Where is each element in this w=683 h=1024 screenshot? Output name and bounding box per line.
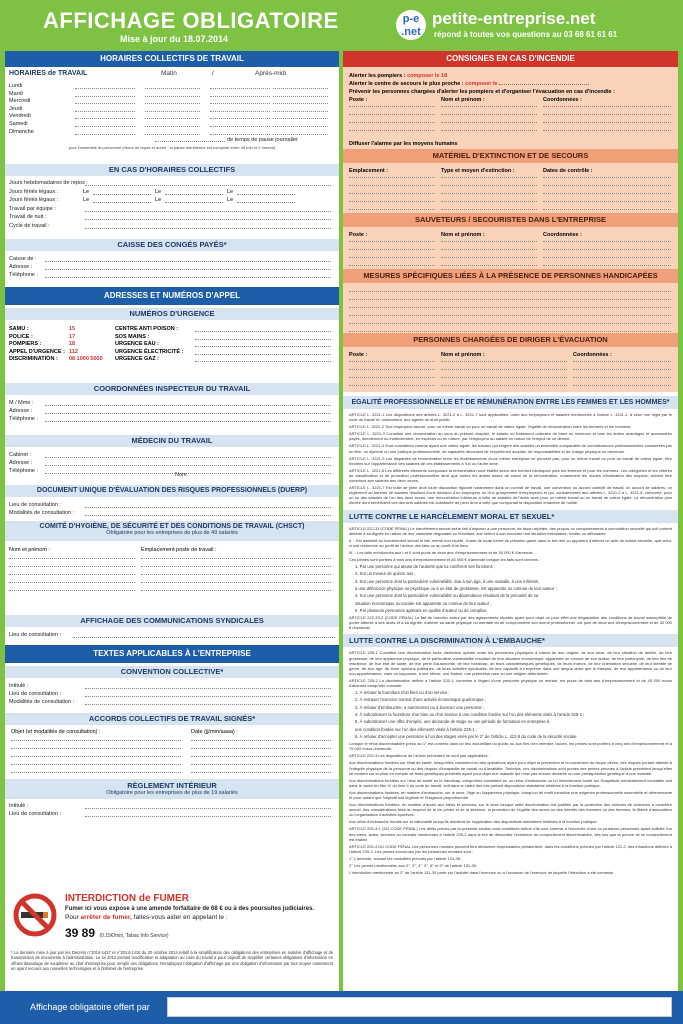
article-paragraph: ARTICLE L. 3221-7 Est nulle de plein droit toute disposition figurant notamment dans un contrat de travail, une convention ou accord collectif de travail, un accord de salaires, un règlement ou barème de salaires résultant d'une décision d'un employeur ou d'un groupement d'employeurs et qui, contrairement aux articles L. 3221-2 à L. 3221-6, comporte, pour un ou des salariés de l'un des deux sexes, une rémunération inférieure à celle de salariés de l'autre sexe pour un même travail ou un travail de valeur égale. La rémunération plus élevée dont bénéficient ces derniers salariés est substituée de plein droit à celle que comportait la disposition entachée de nullité. — [349, 485, 672, 506]
urgence-label: SAMU : — [9, 326, 29, 332]
incendie-box — [343, 67, 678, 149]
article-item: 5. À subordonner une offre d'emploi, une demande de stage ou une période de formation en entreprise à — [355, 719, 550, 725]
sauveteurs-coord: Coordonnées : — [543, 232, 582, 238]
le-label: Le — [83, 188, 90, 195]
accords-col1: Objet (et modalités de consultation) : — [11, 729, 101, 735]
day-label: Vendredi — [9, 113, 31, 120]
handicapees-title: MESURES SPÉCIFIQUES LIÉES À LA PRÉSENCE DE PERSONNES HANDICAPÉES — [343, 269, 678, 283]
urgence-number: 08 1000 5000 — [69, 356, 103, 363]
no-smoking-icon — [13, 893, 57, 937]
chsct-section — [5, 521, 339, 593]
cas-row — [5, 197, 339, 206]
urgence-label: POMPIERS : — [9, 341, 42, 348]
sauveteurs-title: SAUVETEURS / SECOURISTES DANS L'ENTREPRISE — [343, 213, 678, 227]
field-label: Lieu de consultation : — [9, 811, 61, 817]
day-label: Lundi — [9, 83, 23, 89]
cas-label: Cycle de travail : — [9, 222, 50, 229]
cas-row — [5, 180, 339, 189]
cas-label: Jours fériés légaux : — [9, 197, 59, 203]
discrimination-title: LUTTE CONTRE LA DISCRIMINATION À L'EMBAUCHE* — [343, 634, 678, 647]
article-paragraph: ARTICLE L. 3221-1 Les dispositions des articles L. 3221-2 à L. 3221-7 sont applicables, outre aux employeurs et salariés mentionnés à l'article L. 3211-1, à ceux non régis par le code du travail et, notamment, aux agents de droit public. — [349, 412, 672, 423]
article-item: 6. À refuser d'accepter une personne à l'un des stages visés par le 2° de l'article L. 412-8 du code de la sécurité sociale. — [355, 733, 578, 739]
article-item: à une déficience physique ou psychique ou à un état de grossesse, est apparente ou connue de leur auteur ; — [355, 585, 557, 591]
materiel-c1: Emplacement : — [349, 168, 389, 174]
pause-label: de temps de pause journalier — [227, 137, 298, 144]
article-paragraph: ARTICLE L. 3221-4 Sont considérés comme ayant une valeur égale, les travaux qui exigent des salariés un ensemble comparable de connaissances professionnelles consacrées par un titre, un diplôme ou une pratique professionnelle, de capacités découlant de l'expérience acquise, de responsabilités et de charge physique ou nerveuse. — [349, 443, 672, 454]
article-item: une condition fondée sur l'un des éléments visés à l'article 225-1 ; — [355, 726, 477, 732]
urgence-label: URGENCE ÉLECTRICITÉ : — [115, 348, 184, 355]
cas-row — [5, 206, 339, 215]
materiel-title: MATÉRIEL D'EXTINCTION ET DE SECOURS — [343, 149, 678, 163]
le-label: Le — [155, 197, 162, 203]
article-paragraph: Ces peines sont portées à trois ans d'emprisonnement et 45 000 € d'amende lorsque les faits sont commis : — [349, 556, 540, 562]
accords-col2: Date (jj/mm/aaaa) : — [191, 729, 238, 735]
field-row — [5, 691, 339, 699]
horaires-note: pour l'ensemble du personnel (heure de repas et durée : la pause méridienne est comprise entre 45 min et 2 heures) — [68, 145, 276, 151]
footer-label: Affichage obligatoire offert par — [30, 1002, 150, 1012]
field-label: Téléphone : — [9, 468, 39, 474]
fumer-line1: Fumer ici vous expose à une amende forfaitaire de 68 € ou à des poursuites judiciaires. — [65, 906, 315, 912]
le-label: Le — [227, 188, 234, 195]
egalite-title: EGALITÉ PROFESSIONNELLE ET DE RÉMUNÉRATION ENTRE LES FEMMES ET LES HOMMES* — [343, 396, 678, 409]
urgence-label: SOS MAINS : — [115, 333, 150, 340]
diffuser: Diffuser l'alarme par les moyens humains — [349, 141, 458, 147]
le-label: Le — [227, 197, 234, 203]
urgence-row — [115, 356, 335, 364]
field-row — [5, 460, 339, 468]
article-item: situation économique ou sociale est apparente ou connue de leur auteur ; — [355, 600, 492, 606]
urgence-label: APPEL D'URGENCE : — [9, 348, 65, 355]
article-paragraph: ARTICLE 225-3 Les dispositions de l'article précédent ne sont pas applicables : — [349, 753, 490, 759]
field-label: Intitulé : — [9, 683, 29, 689]
cas-label: Jours hebdomadaires de repos : — [9, 180, 88, 186]
medecin-nom-label: Nom : — [175, 472, 190, 478]
prevenir: Prévenir les personnes chargées d'alerter les pompiers et d'organiser l'évacuation en cas d'incendie : — [349, 89, 615, 95]
evacuation-poste: Poste : — [349, 352, 368, 358]
horaires-section — [5, 51, 339, 151]
horaires-title: HORAIRES COLLECTIFS DE TRAVAIL — [5, 51, 339, 67]
field-row — [5, 683, 339, 691]
cas-title: EN CAS D'HORAIRES COLLECTIFS — [5, 164, 339, 176]
article-item: 2. Sur un mineur de quinze ans ; — [355, 571, 416, 577]
evacuation-nom: Nom et prénom : — [441, 352, 485, 358]
day-row — [5, 83, 339, 91]
brand-logo-icon: p-e .net — [396, 10, 426, 40]
inspecteur-section — [5, 383, 339, 424]
field-label: Téléphone : — [9, 272, 39, 278]
sponsor-field[interactable] — [167, 997, 672, 1017]
cas-row — [5, 214, 339, 223]
urgence-label: URGENCE GAZ : — [115, 356, 159, 363]
article-paragraph: ARTICLE 222-33-2 (CODE PÉNAL) Le fait de harceler autrui par des agissements répétés ayant pour objet ou pour effet une dégradation des conditions de travail susceptible de porter atteinte à ses droits et à sa dignité, d'altérer sa santé physique ou mentale ou de compromettre son avenir professionnel, est puni de deux ans d'emprisonnement et de 30 000 € d'amende. — [349, 615, 672, 631]
article-paragraph: ARTICLE 225-4 DU CODE PÉNAL Les personnes morales peuvent être déclarées responsables pénalement, dans les conditions prévues par l'article 121-2, des infractions définies à l'article 225-2. Les peines encourues par les personnes morales sont : — [349, 843, 672, 854]
article-paragraph: ARTICLE 222-33 (CODE PÉNAL) Le harcèlement sexuel est le fait d'imposer à une personne, de façon répétée, des propos ou comportements à connotation sexuelle qui soit portent atteinte à sa dignité en raison de leur caractère dégradant ou humiliant, soit créent à son encontre une situation intimidante, hostile ou offensante. — [349, 525, 672, 536]
alerter-centre: Alerter le centre de secours le plus proche : — [349, 81, 464, 87]
day-label: Mardi — [9, 90, 23, 97]
urgence-label: POLICE : — [9, 333, 33, 340]
urgence-row — [115, 349, 335, 357]
article-item: 1. À refuser la fourniture d'un bien ou d'un service ; — [355, 690, 450, 696]
day-label: Jeudi — [9, 105, 23, 112]
urgence-label: CENTRE ANTI POISON : — [115, 326, 179, 332]
article-paragraph: Lorsque le refus discriminatoire prévu au 1° est commis dans un lieu accueillant du public ou aux fins d'en interdire l'accès, les peines sont portées à cinq ans d'emprisonnement et à 75 000 euros d'amende. — [349, 741, 672, 752]
evacuation-coord: Coordonnées : — [573, 352, 612, 358]
incendie-poste: Poste : — [349, 97, 368, 103]
urgence-number: 112 — [69, 348, 78, 355]
conges-title: CAISSE DES CONGÉS PAYÉS* — [5, 239, 339, 251]
urgence-label: URGENCE EAU : — [115, 341, 160, 348]
article-paragraph: 1° L'amende, suivant les modalités prévues par l'article 131-38 ; — [349, 855, 463, 861]
fumer-title: INTERDICTION de FUMER — [65, 893, 189, 904]
field-label: Modalités de consultation : — [9, 699, 75, 705]
le-label: Le — [83, 197, 90, 203]
chsct-title: COMITÉ D'HYGIÈNE, DE SÉCURITÉ ET DES CONDITIONS DE TRAVAIL (CHSCT) — [39, 523, 305, 530]
urgence-row — [9, 326, 117, 334]
cas-label: Travail par équipe : — [9, 205, 56, 212]
field-row — [5, 502, 339, 510]
article-paragraph: ARTICLE 225-3-1 (DU CODE PÉNAL) Les délits prévus par la présente section sont constitués même s'ils sont commis à l'encontre d'une ou plusieurs personnes ayant sollicité l'un des biens, actes, services ou contrats mentionnés à l'article 225-2 dans le but de démontrer l'existence du comportement discriminatoire, dès lors que la preuve de ce comportement est établie. — [349, 826, 672, 842]
composer-18: composer le 18 — [407, 73, 448, 79]
incendie-title: CONSIGNES EN CAS D'INCENDIE — [343, 51, 678, 67]
field-row — [5, 811, 339, 819]
urgence-number: 17 — [69, 333, 76, 340]
urgence-row — [9, 356, 117, 364]
article-item: 5. Par plusieurs personnes agissant en qualité d'auteur ou de complice. — [355, 607, 488, 613]
field-label: Adresse : — [9, 264, 33, 270]
day-row — [5, 98, 339, 106]
field-row — [5, 400, 339, 408]
poster-title: AFFICHAGE OBLIGATOIRE — [43, 8, 339, 33]
urgence-row — [9, 341, 117, 349]
convention-title: CONVENTION COLLECTIVE* — [5, 666, 339, 678]
materiel-c2: Type et moyen d'extinction : — [441, 168, 515, 174]
article-item: 1. Par une personne qui abuse de l'autorité que lui confèrent ses fonctions ; — [355, 564, 496, 570]
fumer-section — [5, 889, 339, 949]
day-label: Dimanche — [9, 128, 34, 135]
cas-row — [5, 223, 339, 232]
syndicales-row: Lieu de consultation : — [9, 632, 61, 638]
urgence-label: DISCRIMINATION : — [9, 356, 58, 363]
article-paragraph: Aux discriminations fondées, en matière d'accès aux biens et services, sur le sexe lorsque cette discrimination est justifiée par la protection des victimes de violences à caractère sexuel, des considérations liées au respect de la vie privée et de la décence, la promotion de l'égalité des sexes ou des intérêts des hommes ou des femmes, la liberté d'association ou l'organisation d'activités sportives. — [349, 802, 672, 818]
field-row — [5, 272, 339, 280]
adresses-section — [5, 287, 339, 370]
cas-label: Travail de nuit : — [9, 214, 47, 220]
field-row — [5, 264, 339, 272]
composer-le: composer le — [465, 81, 498, 87]
syndicales-title: AFFICHAGE DES COMMUNICATIONS SYNDICALES — [5, 615, 339, 627]
day-row — [5, 106, 339, 114]
field-label: Téléphone : — [9, 416, 39, 422]
syndicales-section — [5, 615, 339, 644]
field-label: M / Mme : — [9, 400, 34, 406]
article-paragraph: II. - Est assimilé au harcèlement sexuel le fait, même non répété, d'user de toute forme de pression grave dans le but réel ou apparent d'obtenir un acte de nature sexuelle, que celui-ci soit recherché au profit de l'auteur des faits ou au profit d'un tiers. — [349, 537, 672, 548]
field-row — [5, 803, 339, 811]
day-label: Samedi — [9, 120, 28, 127]
urgence-row — [9, 334, 117, 342]
urgence-number: 15 — [69, 326, 76, 332]
article-paragraph: III. - Les faits mentionnés aux I et II sont punis de deux ans d'emprisonnement et de 30 000 € d'amende. — [349, 549, 534, 555]
matin-label: Matin — [161, 70, 177, 77]
field-label: Caisse de : — [9, 256, 37, 262]
fumer-number-note: (0,15€/min, Tabac Info Service) — [99, 933, 169, 939]
field-row — [5, 510, 339, 518]
urgence-title: NUMÉROS D'URGENCE — [5, 308, 339, 320]
brand-tagline: répond à toutes vos questions au 03 68 61 61 61 — [434, 30, 618, 39]
field-label: Cabinet : — [9, 452, 32, 458]
update-date: Mise à jour du 18.07.2014 — [120, 34, 229, 44]
article-paragraph: ARTICLE L. 3221-5 Les disparités de rémunération entre les établissements d'une même entreprise ne peuvent pas, pour un même travail ou pour un travail de valeur égale, être fondées sur l'appartenance des salariés de ces établissements à l'un ou l'autre sexe. — [349, 455, 672, 466]
fumer-line2b: arrêter de fumer, — [80, 914, 132, 921]
field-label: Adresse : — [9, 460, 33, 466]
urgence-row — [9, 349, 117, 357]
field-label: Intitulé : — [9, 803, 29, 809]
field-label: Lieu de consultation : — [9, 691, 61, 697]
day-row — [5, 113, 339, 121]
field-row — [5, 408, 339, 416]
footer — [0, 991, 683, 1024]
day-row — [5, 129, 339, 137]
medecin-title: MÉDECIN DU TRAVAIL — [5, 435, 339, 447]
header — [0, 0, 683, 50]
article-paragraph: ARTICLE 225-2 La discrimination définie à l'article 225-1, commise à l'égard d'une personne physique ou morale, est punie de trois ans d'emprisonnement et de 45 000 euros d'amende lorsqu'elle consiste : — [349, 677, 672, 688]
article-item: 3. Sur une personne dont la particulière vulnérabilité, due à son âge, à une maladie, à une infirmité, — [355, 578, 540, 584]
field-row — [5, 699, 339, 707]
article-paragraph: Aux discriminations fondées, en matière d'embauche, sur le sexe, l'âge ou l'apparence physique, lorsqu'un tel motif constitue une exigence professionnelle essentielle et déterminante et pour autant que l'objectif soit légitime et l'exigence proportionnée. — [349, 789, 672, 800]
cas-label: Jours fériés légaux : — [9, 188, 59, 195]
le-label: Le — [155, 188, 162, 195]
field-row — [5, 416, 339, 424]
article-item: 4. À subordonner la fourniture d'un bien ou d'un service à une condition fondée sur l'un des éléments visés à l'article 225-1 ; — [355, 711, 585, 717]
cas-section — [5, 164, 339, 231]
article-paragraph: Aux refus d'embauche fondés sur la nationalité lorsqu'ils résultent de l'application des dispositions statutaires relatives à la fonction publique. — [349, 819, 598, 825]
day-row — [5, 91, 339, 99]
article-paragraph: L'interdiction mentionnée au 2° de l'article 131-39 porte sur l'activité dans l'exercice ou à l'occasion de l'exercice de laquelle l'infraction a été commise. — [349, 870, 615, 876]
article-item: 3. À refuser d'embaucher, à sanctionner ou à licencier une personne ; — [355, 704, 485, 710]
article-paragraph: 2° Les peines mentionnées aux 2°, 3°, 4°, 5°, 8° et 9° de l'article 131-39. — [349, 863, 478, 869]
cas-row — [5, 189, 339, 198]
horaires-label: HORAIRES de TRAVAIL — [9, 70, 88, 77]
fumer-line2a: Pour — [65, 914, 79, 921]
inspecteur-title: COORDONNÉES INSPECTEUR DU TRAVAIL — [5, 383, 339, 395]
chsct-col1: Nom et prénom : — [9, 547, 50, 553]
adresses-title: ADRESSES ET NUMÉROS D'APPEL — [5, 287, 339, 305]
field-label: Lieu de consultation : — [9, 502, 61, 508]
article-paragraph: Aux discriminations fondées sur l'état de santé, lorsqu'elles consistent en des opérations ayant pour objet la prévention et la couverture du risque décès, des risques portant atteinte à l'intégrité physique de la personne ou des risques d'incapacité de travail ou d'invalidité. Toutefois, ces discriminations sont punies des peines prévues à l'article précédent lorsqu'elles se fondent sur la prise en compte de tests génétiques prédictifs ayant pour objet une maladie qui n'est pas encore déclarée ou une prédisposition génétique à une maladie. — [349, 760, 672, 776]
days-list — [5, 79, 339, 136]
article-paragraph: ARTICLE L. 3221-6 Les différents éléments composant la rémunération sont établis selon des normes identiques pour les femmes et pour les hommes. Les catégories et les critères de classification et de promotion professionnelles ainsi que toutes les autres bases de calcul de la rémunération, notamment les modes d'évaluation des emplois, doivent être communs aux salariés des deux sexes. — [349, 467, 672, 484]
day-label: Mercredi — [9, 98, 31, 105]
urgence-row — [115, 326, 335, 334]
slash-label: / — [212, 70, 214, 77]
brand-name: petite-entreprise.net — [432, 9, 596, 28]
field-row — [5, 256, 339, 264]
duerp-section — [5, 485, 339, 518]
chsct-col2: Emplacement poste de travail : — [141, 547, 217, 553]
materiel-c3: Dates de contrôle : — [543, 168, 593, 174]
day-row — [5, 121, 339, 129]
field-row — [5, 468, 339, 476]
conges-section — [5, 239, 339, 280]
left-column — [5, 51, 339, 991]
field-label: Adresse : — [9, 408, 33, 414]
textes-title: TEXTES APPLICABLES À L'ENTREPRISE — [5, 645, 339, 663]
fumer-line2c: faites-vous aider en appelant le : — [133, 914, 228, 921]
alerter-pompiers: Alerter les pompiers : — [349, 73, 406, 79]
reglement-title: RÈGLEMENT INTÉRIEUR — [127, 781, 217, 790]
right-column — [343, 51, 678, 991]
sauveteurs-nom: Nom et prénom : — [441, 232, 485, 238]
medecin-section — [5, 435, 339, 476]
article-item: 2. À entraver l'exercice normal d'une activité économique quelconque ; — [355, 697, 487, 703]
reglement-subtitle: Obligatoire pour les entreprises de plus de 19 salariés — [106, 790, 238, 796]
chsct-subtitle: Obligatoire pour les entreprises de plus de 49 salariés — [106, 530, 238, 536]
harcelement-title: LUTTE CONTRE LE HARCÈLEMENT MORAL ET SEXUEL* — [343, 510, 678, 523]
apres-midi-label: Après-midi — [255, 70, 287, 77]
incendie-coord: Coordonnées : — [543, 97, 582, 103]
incendie-nom: Nom et prénom : — [441, 97, 485, 103]
fumer-number: 39 89 — [65, 926, 96, 940]
sauveteurs-poste: Poste : — [349, 232, 368, 238]
urgence-row — [115, 341, 335, 349]
article-paragraph: ARTICLE L. 3221-2 Tout employeur assure, pour un même travail ou pour un travail de valeur égale, l'égalité de rémunération entre les femmes et les hommes. — [349, 424, 632, 430]
urgence-row — [115, 334, 335, 342]
field-label: Modalités de consultation : — [9, 510, 75, 516]
evacuation-title: PERSONNES CHARGÉES DE DIRIGER L'ÉVACUATION — [343, 333, 678, 347]
field-row — [5, 452, 339, 460]
textes-section — [5, 645, 339, 819]
accords-title: ACCORDS COLLECTIFS DE TRAVAIL SIGNÉS* — [5, 713, 339, 725]
article-paragraph: ARTICLE 225-1 Constitue une discrimination toute distinction opérée entre les personnes physiques à raison de leur origine, de leur sexe, de leur situation de famille, de leur grossesse, de leur apparence physique, de la particulière vulnérabilité résultant de leur situation économique, apparente ou connue de son auteur, de leur patronyme, de leur lieu de résidence, de leur état de santé, de leur perte d'autonomie, de leur handicap, de leurs caractéristiques génétiques, de leurs mœurs, de leur orientation sexuelle, de leur identité de genre, de leur âge, de leurs opinions politiques, de leurs activités syndicales, de leur capacité à s'exprimer dans une langue autre que le français, de leur appartenance ou de leur non-appartenance, vraie ou supposée, à une ethnie, une Nation, une prétendue race ou une religion déterminée. — [349, 650, 672, 676]
article-paragraph: Aux discriminations fondées sur l'état de santé ou le handicap, lorsqu'elles consistent en un refus d'embauche ou un licenciement fondé sur l'inaptitude médicalement constatée soit dans le cadre du titre IV du livre II du code du travail, soit dans le cadre des lois portant dispositions statutaires relatives à la fonction publique. — [349, 777, 672, 788]
duerp-title: DOCUMENT UNIQUE D'ÉVALUATION DES RISQUES PROFESSIONNELS (DUERP) — [5, 485, 339, 497]
footnote: * La dernière mise à jour par les Décrets n°2014-1417 et n°2014-1418 du 20 octobre 2014 relatif à la simplification des obligations des entreprises en matière d'affichage et de transmission de documents à l'administration. La loi 2012 portant modification et adaptation au code du travail a pour objectif de simplifier certaines obligations d'information en offrant davantage de souplesse au chef d'entreprise pour remplir ses obligations. Remplaçant l'obligation d'affichage par une obligation d'information par tout moyen notamment en ayant recours aux nouvelles technologies et à l'intranet de l'entreprise. — [11, 950, 333, 972]
article-paragraph: ARTICLE L. 3221-3 Constitue une rémunération au sens du présent chapitre, le salaire ou traitement ordinaire de base ou minimum et tous les autres avantages et accessoires payés, directement ou indirectement, en espèces ou en nature, par l'employeur au salarié en raison de l'emploi de ce dernier. — [349, 431, 672, 442]
urgence-number: 18 — [69, 341, 76, 348]
article-item: 4. Sur une personne dont la particulière vulnérabilité ou dépendance résultant de la précarité de sa — [355, 593, 539, 599]
